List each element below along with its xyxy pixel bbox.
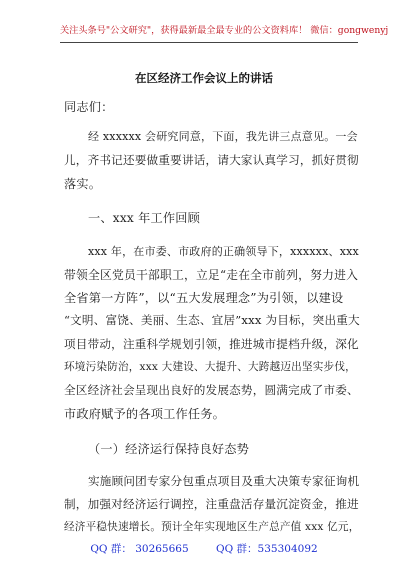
footer-qq-group-2: QQ 群：535304092 (216, 543, 318, 555)
header-banner: 关注头条号"公文研究"，获得最新最全最专业的公文资料库！ 微信：gongwenyj (60, 25, 389, 36)
body-line: 环境污染防治，xxx 大建设、大提升、大跨越迈出坚实步伐， (64, 361, 356, 373)
body-line: 落实。 (64, 177, 102, 191)
body-line: 带领全区党员干部职工，立足“走在全市前列，努力进入 (64, 268, 359, 282)
document-title: 在区经济工作会议上的讲话 (135, 71, 273, 85)
body-line: 项目带动，注重科学规划引领，推进城市提档升级，深化 (64, 337, 359, 351)
body-line: 实施顾问团专家分包重点项目及重大决策专家征询机 (88, 474, 360, 488)
salutation: 同志们： (64, 100, 114, 114)
header-divider (60, 42, 358, 43)
body-line: 制，加强对经济运行调控，注重盘活存量沉淀资金，推进 (64, 497, 359, 511)
subsection-heading: （一）经济运行保持良好态势 (88, 442, 250, 456)
body-line: 全区经济社会呈现出良好的发展态势，圆满完成了市委、 (64, 383, 359, 397)
section-heading: 一、xxx 年工作回顾 (88, 211, 201, 225)
body-line: 市政府赋予的各项工作任务。 (64, 407, 226, 421)
body-line: “文明、富饶、美丽、生态、宜居”xxx 为目标，突出重大 (64, 313, 360, 327)
body-line: xxx 年，在市委、市政府的正确领导下，xxxxxx、xxx (88, 245, 359, 258)
body-line: 经 xxxxxx 会研究同意，下面，我先讲三点意见。一会 (88, 130, 358, 143)
body-line: 全省第一方阵”，以“五大发展理念”为引领，以建设 (64, 291, 344, 305)
footer-qq-group-1: QQ 群： 30265665 (90, 543, 189, 555)
footer-contact (0, 541, 408, 556)
body-line: 经济平稳快速增长。预计全年实现地区生产总产值 xxx 亿元， (64, 521, 360, 533)
body-line: 儿，齐书记还要做重要讲话，请大家认真学习，抓好贯彻 (64, 153, 359, 167)
